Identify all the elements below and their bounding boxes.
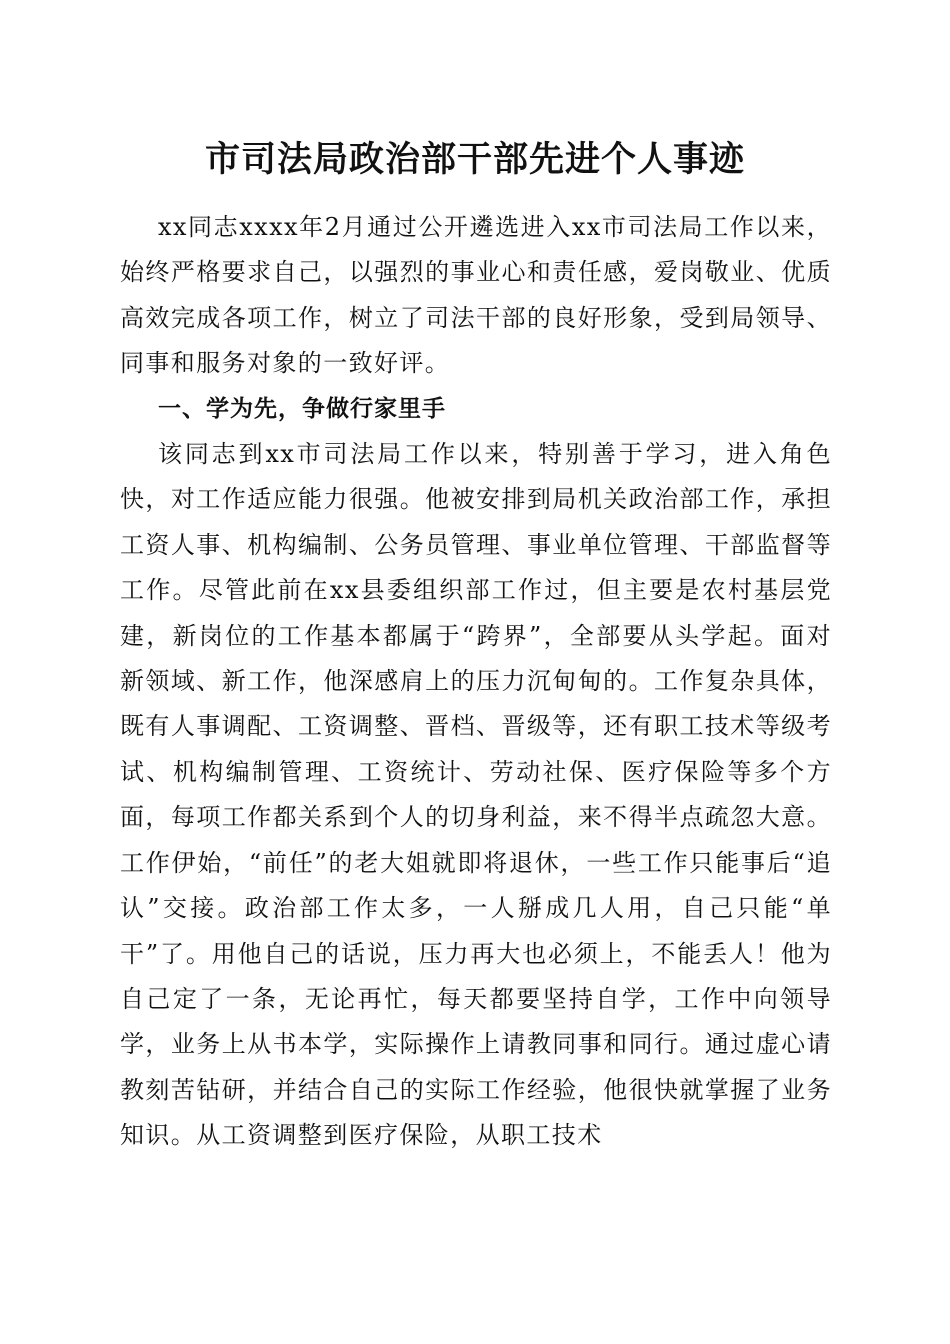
intro-paragraph: xx同志xxxx年2月通过公开遴选进入xx市司法局工作以来，始终严格要求自己，以强烈的事业心和责任感，爱岗敬业、优质高效完成各项工作，树立了司法干部的良好形象，受到局领导、同事和服务对象的一致好评。: [120, 213, 832, 378]
document-body: [120, 205, 832, 1159]
section-paragraph: 该同志到xx市司法局工作以来，特别善于学习，进入角色快，对工作适应能力很强。他被安排到局机关政治部工作，承担工资人事、机构编制、公务员管理、事业单位管理、干部监督等工作。尽管此前在xx县委组织部工作过，但主要是农村基层党建，新岗位的工作基本都属于“跨界”，全部要从头学起。面对新领域、新工作，他深感肩上的压力沉甸甸的。工作复杂具体，既有人事调配、工资调整、晋档、晋级等，还有职工技术等级考试、机构编制管理、工资统计、劳动社保、医疗保险等多个方面，每项工作都关系到个人的切身利益，来不得半点疏忽大意。工作伊始，“前任”的老大姐就即将退休，一些工作只能事后“追认”交接。政治部工作太多，一人掰成几人用，自己只能“单干”了。用他自己的话说，压力再大也必须上，不能丢人！他为自己定了一条，无论再忙，每天都要坚持自学，工作中向领导学，业务上从书本学，实际操作上请教同事和同行。通过虚心请教刻苦钻研，并结合自己的实际工作经验，他很快就掌握了业务知识。从工资调整到医疗保险，从职工技术: [120, 440, 832, 1150]
section-heading: 一、学为先，争做行家里手: [158, 395, 446, 422]
document-title: 市司法局政治部干部先进个人事迹: [204, 139, 745, 180]
